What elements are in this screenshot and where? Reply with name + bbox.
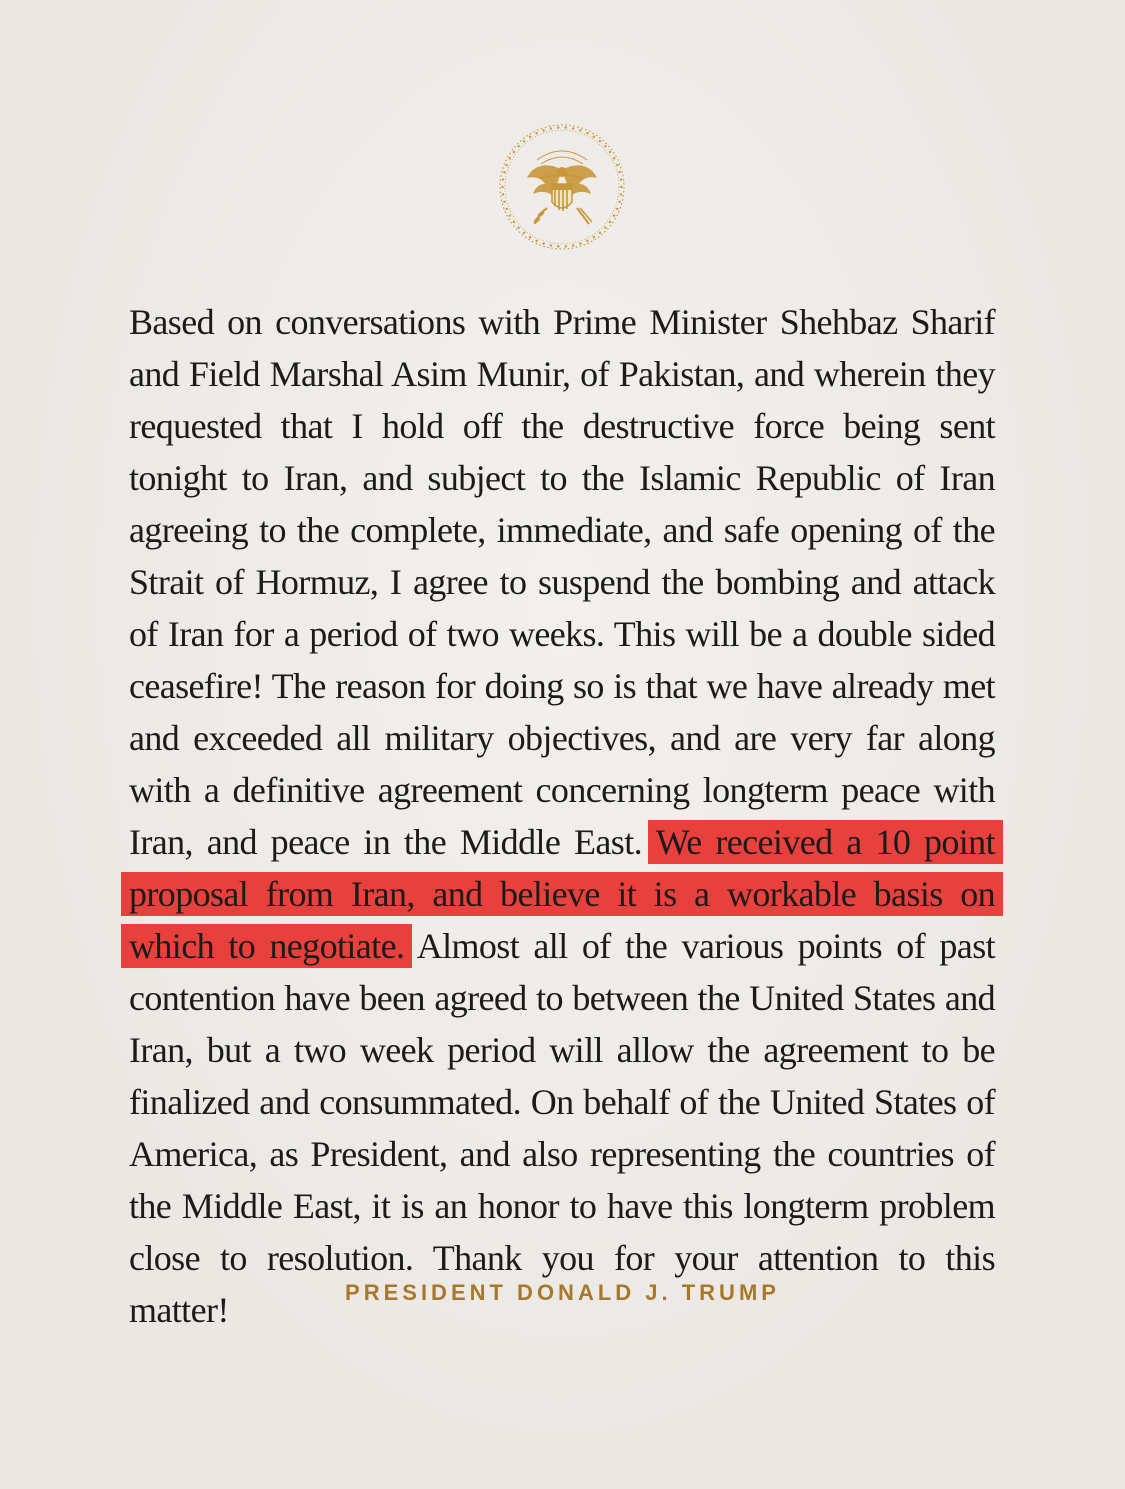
seal-star (604, 145, 606, 147)
seal-star (557, 245, 559, 247)
seal-star (586, 240, 588, 242)
seal-star (509, 214, 511, 216)
seal-star (620, 178, 622, 180)
highlighted-sentence: We received a 10 point proposal from Iran, and believe it is a workable basis on which to negotiate. (121, 820, 1003, 968)
seal-star (502, 193, 504, 195)
seal-star (513, 151, 515, 153)
statement-text (129, 296, 995, 1336)
seal-star (593, 236, 595, 238)
seal-star (542, 129, 544, 131)
seal-star (616, 164, 618, 166)
seal-star (586, 132, 588, 134)
seal-star (509, 157, 511, 159)
seal-star (502, 178, 504, 180)
seal-star (517, 227, 519, 229)
seal-star (599, 140, 601, 142)
seal-star (579, 242, 581, 244)
seal-star (609, 151, 611, 153)
seal-star (613, 214, 615, 216)
seal-star (613, 157, 615, 159)
seal-star (542, 242, 544, 244)
seal-star (513, 221, 515, 223)
seal-star (529, 236, 531, 238)
seal-star (593, 136, 595, 138)
seal-star (579, 129, 581, 131)
seal-star (501, 186, 503, 188)
seal-star (503, 171, 505, 173)
signature: PRESIDENT DONALD J. TRUMP (345, 1280, 780, 1305)
seal-star (620, 186, 622, 188)
seal-star (609, 221, 611, 223)
seal-star (550, 127, 552, 129)
seal-star (618, 171, 620, 173)
seal-star (618, 201, 620, 203)
statement-text-closing: Almost all of the various points of past contention have been agreed to between the United States and Iran, but a two week period will allow the agreement to be finalized and consummated. On behalf of the United States of America, as President, and also representing the countries of the Middle East, it is an honor to have this longterm problem close to resolution. Thank you for your attention to this matter! (129, 926, 995, 1330)
seal-star (535, 240, 537, 242)
seal-star (604, 227, 606, 229)
seal-star (550, 244, 552, 246)
seal-star (599, 232, 601, 234)
seal-star (620, 193, 622, 195)
seal-star (529, 136, 531, 138)
seal-star (572, 127, 574, 129)
seal-star (565, 126, 567, 128)
seal-star (535, 132, 537, 134)
seal-star (557, 126, 559, 128)
seal-star (523, 232, 525, 234)
presidential-seal-icon (497, 122, 627, 252)
seal-star (572, 244, 574, 246)
seal-star (503, 201, 505, 203)
seal-star (505, 164, 507, 166)
seal-star (517, 145, 519, 147)
seal-star (616, 208, 618, 210)
seal-star (505, 208, 507, 210)
statement-text-intro: Based on conversations with Prime Minister Shehbaz Sharif and Field Marshal Asim Munir, of Pakistan, and wherein they requested that I hold off the destructive force being sent tonight to Iran, and subject to the Islamic Republic of Iran agreeing to the complete, immediate, and safe opening of the Strait of Hormuz, I agree to suspend the bombing and attack of Iran for a period of two weeks. This will be a double sided ceasefire! The reason for doing so is that we have already met and exceeded all military objectives, and are very far along with a definitive agreement concerning longterm peace with Iran, and peace in the Middle East. (129, 302, 995, 862)
seal-star (523, 140, 525, 142)
seal-star (565, 245, 567, 247)
